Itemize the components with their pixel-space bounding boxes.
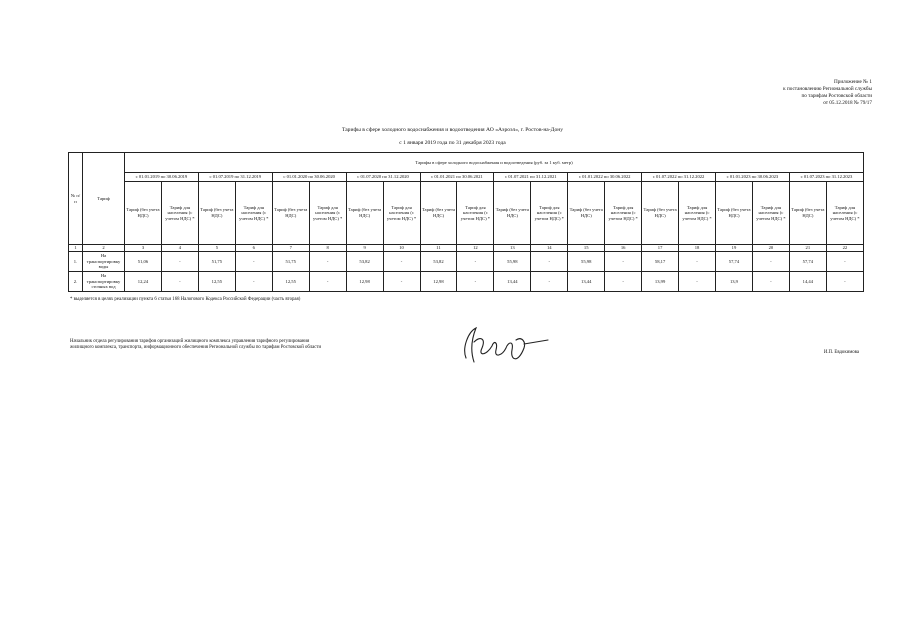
column-number: 13 [494,245,531,252]
sub-header: Тариф для населения (с учетом НДС) * [826,182,863,245]
period-header: с 01.01.2023 по 30.06.2023 [716,173,790,182]
period-header: с 01.07.2019 по 31.12.2019 [198,173,272,182]
appendix-line: от 05.12.2018 № 79/17 [823,100,872,106]
sub-header: Тариф для населения (с учетом НДС) * [605,182,642,245]
column-number: 12 [457,245,494,252]
column-number: 2 [83,245,125,252]
sub-header: Тариф для населения (с учетом НДС) * [235,182,272,245]
tariff-value: - [531,252,568,272]
period-header: с 01.07.2022 по 31.12.2022 [642,173,716,182]
tariff-value: 12,98 [420,272,457,292]
sub-header: Тариф для населения (с учетом НДС) * [679,182,716,245]
column-number: 5 [198,245,235,252]
signature-image [452,318,552,372]
column-number: 20 [752,245,789,252]
tariff-value: 12,24 [125,272,162,292]
sub-header: Тариф (без учета НДС) [420,182,457,245]
row-tariff-name: На транспортировку воды [83,252,125,272]
period-header: с 01.01.2019 по 30.06.2019 [125,173,199,182]
sub-header: Тариф для населения (с учетом НДС) * [383,182,420,245]
tariff-value: 51,75 [272,252,309,272]
tariff-table [68,152,864,292]
table-row [69,272,864,292]
tariff-value: - [309,272,346,292]
sub-header: Тариф для населения (с учетом НДС) * [161,182,198,245]
tariff-value: 12,55 [198,272,235,292]
sub-header: Тариф для населения (с учетом НДС) * [309,182,346,245]
appendix-line: к постановлению Региональной службы [783,86,872,92]
sub-header: Тариф (без учета НДС) [125,182,162,245]
period-header: с 01.01.2022 по 30.06.2022 [568,173,642,182]
column-number: 15 [568,245,605,252]
column-number: 19 [716,245,753,252]
column-number: 18 [679,245,716,252]
tariff-value: - [605,272,642,292]
column-number: 14 [531,245,568,252]
column-number: 10 [383,245,420,252]
period-header: с 01.01.2020 по 30.06.2020 [272,173,346,182]
column-number: 9 [346,245,383,252]
header-tariff: Тариф [83,153,125,245]
tariff-value: 53,82 [346,252,383,272]
row-number: 2. [69,272,83,292]
row-number: 1. [69,252,83,272]
tariff-value: 14,44 [789,272,826,292]
tariff-value: - [161,252,198,272]
tariff-value: 55,98 [494,252,531,272]
tariff-value: - [679,252,716,272]
tariff-value: - [679,272,716,292]
tariff-value: 57,74 [789,252,826,272]
tariff-value: - [752,272,789,292]
tariff-value: - [161,272,198,292]
sub-header: Тариф для населения (с учетом НДС) * [752,182,789,245]
appendix-line: Приложение № 1 [834,79,872,85]
tariff-value: 58,17 [642,252,679,272]
tariff-value: - [826,272,863,292]
tariff-value: - [235,252,272,272]
header-number: № п/п [69,153,83,245]
sub-header: Тариф (без учета НДС) [494,182,531,245]
tariff-value: 13,99 [642,272,679,292]
sub-header: Тариф (без учета НДС) [346,182,383,245]
tariff-value: - [457,252,494,272]
column-number: 21 [789,245,826,252]
tariff-value: 51,06 [125,252,162,272]
table-row [69,252,864,272]
document-subtitle: с 1 января 2019 года по 31 декабря 2023 года [399,140,506,146]
tariff-value: - [605,252,642,272]
appendix-note [672,79,872,107]
column-number: 3 [125,245,162,252]
sub-header: Тариф (без учета НДС) [568,182,605,245]
sub-header: Тариф (без учета НДС) [642,182,679,245]
document-title: Тарифы в сфере холодного водоснабжения и водоотведения АО «Аэроэл», г. Ростов-на-Дону [341,127,564,133]
header-group: Тарифы в сфере холодного водоснабжения и водоотведения (руб. за 1 куб. метр) [125,153,864,173]
signer-name: И.П. Евдокимова [823,350,859,355]
period-header: с 01.07.2023 по 31.12.2023 [789,173,863,182]
appendix-line: по тарифам Ростовской области [801,93,872,99]
column-number: 16 [605,245,642,252]
tariff-value: 51,75 [198,252,235,272]
sub-header: Тариф (без учета НДС) [716,182,753,245]
tariff-value: 53,82 [420,252,457,272]
tariff-value: 13,44 [568,272,605,292]
period-header: с 01.07.2020 по 31.12.2020 [346,173,420,182]
tariff-value: - [235,272,272,292]
tariff-value: - [531,272,568,292]
tariff-value: 13,44 [494,272,531,292]
period-header: с 01.07.2021 по 31.12.2021 [494,173,568,182]
tariff-value: - [457,272,494,292]
tariff-value: 55,98 [568,252,605,272]
column-number: 17 [642,245,679,252]
sub-header: Тариф для населения (с учетом НДС) * [457,182,494,245]
period-header: с 01.01.2021 по 30.06.2021 [420,173,494,182]
sub-header: Тариф для населения (с учетом НДС) * [531,182,568,245]
signer-position: Начальник отдела регулирования тарифов организаций жилищного комплекса управления тарифного регулирования жилищного комплекса, транспорта, информационного обеспечения Региональной службы по тарифам Ростовской области [70,339,322,351]
column-number: 1 [69,245,83,252]
column-number: 8 [309,245,346,252]
tariff-value: 57,74 [716,252,753,272]
tariff-value: 12,55 [272,272,309,292]
tariff-value: 13,9 [716,272,753,292]
sub-header: Тариф (без учета НДС) [272,182,309,245]
tariff-value: 12,98 [346,272,383,292]
column-number: 7 [272,245,309,252]
column-number: 11 [420,245,457,252]
footnote: * выделяется в целях реализации пункта 6 статьи 168 Налогового Кодекса Российской Федерации (часть вторая) [70,297,301,302]
column-number: 22 [826,245,863,252]
tariff-value: - [383,272,420,292]
tariff-value: - [752,252,789,272]
column-number: 4 [161,245,198,252]
tariff-value: - [383,252,420,272]
sub-header: Тариф (без учета НДС) [789,182,826,245]
tariff-value: - [826,252,863,272]
sub-header: Тариф (без учета НДС) [198,182,235,245]
column-number: 6 [235,245,272,252]
tariff-value: - [309,252,346,272]
row-tariff-name: На транспортировку сточных вод [83,272,125,292]
